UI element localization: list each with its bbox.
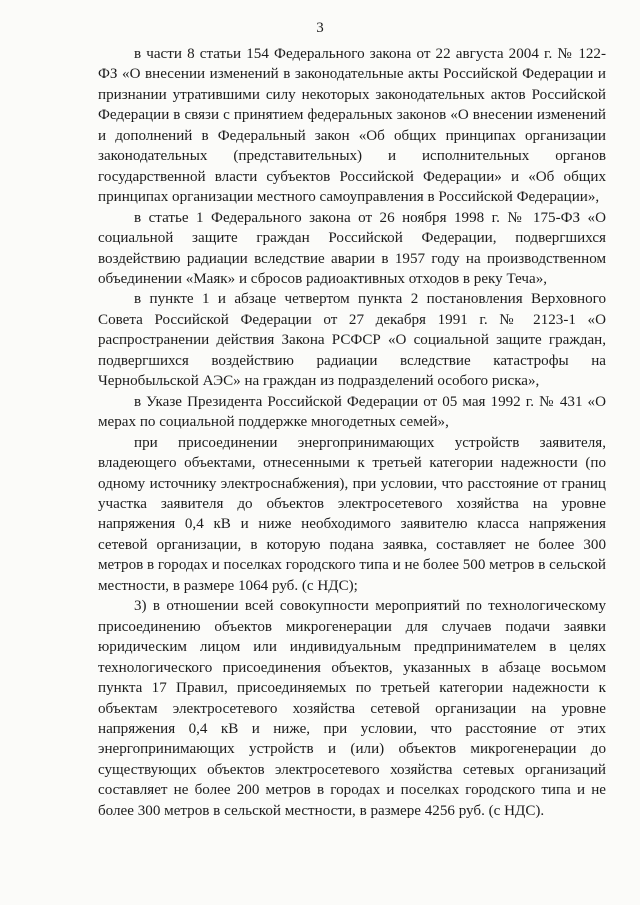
paragraph-resolution-2123-1: в пункте 1 и абзаце четвертом пункта 2 постановления Верховного Совета Российской Федерации от 27 декабря 1991 г. № 2123-1 «О распространении действия Закона РСФСР «О социальной защите граждан, подвергшихся воздействию радиации вследствие катастрофы на Чернобыльской АЭС» на граждан из подразделений особого риска»,	[98, 291, 606, 390]
paragraph-law-175-fz: в статье 1 Федерального закона от 26 ноября 1998 г. № 175-ФЗ «О социальной защите граждан Российской Федерации, подвергшихся воздействию радиации вследствие аварии в 1957 году на производственном объединении «Маяк» и сбросов радиоактивных отходов в реку Теча»,	[98, 209, 606, 287]
paragraph-decree-431: в Указе Президента Российской Федерации от 05 мая 1992 г. № 431 «О мерах по социальной поддержке многодетных семей»,	[98, 393, 606, 431]
paragraph-law-122-fz: в части 8 статьи 154 Федерального закона от 22 августа 2004 г. № 122-ФЗ «О внесении изменений в законодательные акты Российской Федерации и признании утратившими силу некоторых законодательных актов Российской Федерации в связи с принятием федеральных законов «О внесении изменений и дополнений в Федеральный закон «Об общих принципах организации законодательных (представительных) и исполнительных органов государственной власти субъектов Российской Федерации» и «Об общих принципах организации местного самоуправления в Российской Федерации»,	[98, 46, 606, 206]
paragraph-item-3-microgeneration: 3) в отношении всей совокупности мероприятий по технологическому присоединению объектов микрогенерации для случаев подачи заявки юридическим лицом или индивидуальным предпринимателем в целях технологического присоединения объектов, указанных в абзаце восьмом пункта 17 Правил, присоединяемых по третьей категории надежности к объектам электросетевого хозяйства сетевой организации на уровне напряжения 0,4 кВ и ниже, при условии, что расстояние от этих энергопринимающих устройств и (или) объектов микрогенерации до существующих объектов электросетевого хозяйства сетевых организаций составляет не более 200 метров в городах и поселках городского типа и не более 300 метров в сельской местности, в размере 4256 руб. (с НДС).	[98, 598, 606, 819]
document-body	[98, 44, 606, 821]
paragraph-connection-conditions: при присоединении энергопринимающих устройств заявителя, владеющего объектами, отнесенными к третьей категории надежности (по одному источнику электроснабжения), при условии, что расстояние от границ участка заявителя до объектов электросетевого хозяйства на уровне напряжения 0,4 кВ и ниже необходимого заявителю класса напряжения сетевой организации, в которую подана заявка, составляет не более 300 метров в городах и поселках городского типа и не более 500 метров в сельской местности, в размере 1064 руб. (с НДС);	[98, 434, 606, 594]
page-number: 3	[316, 20, 324, 36]
